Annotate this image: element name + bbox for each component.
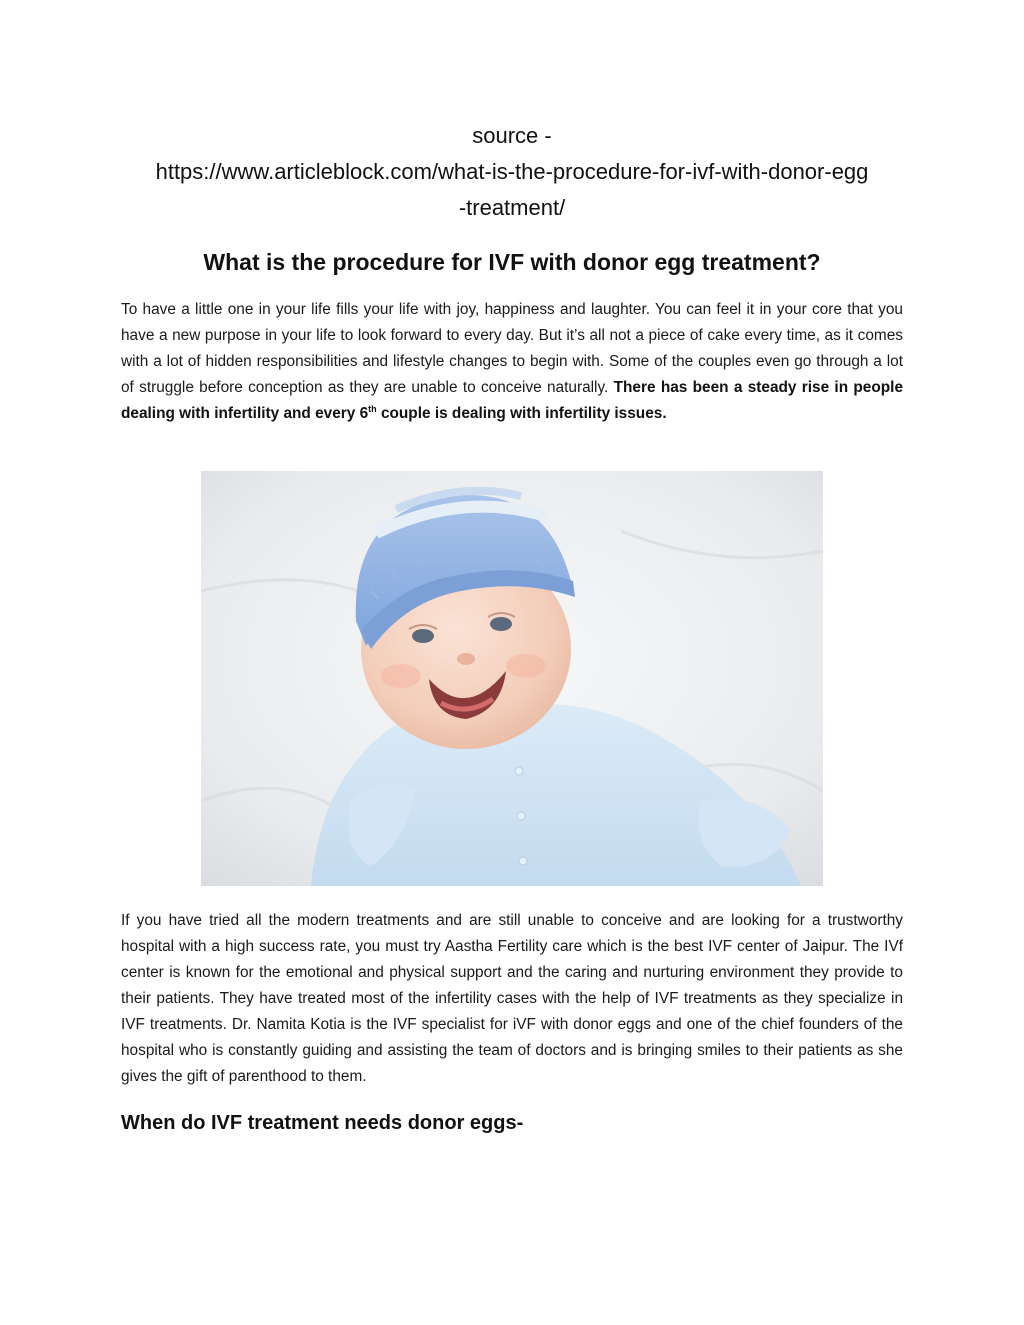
source-url-line-1[interactable] [110,154,914,190]
section-heading: When do IVF treatment needs donor eggs- [121,1112,524,1134]
source-link[interactable]: https://www.articleblock.com/what-is-the-procedure-for-ivf-with-donor-egg [155,159,869,184]
baby-photo [201,471,823,886]
source-link-continued[interactable]: -treatment/ [458,195,566,220]
source-block [110,118,914,226]
infertility-statement-part1: There has been a steady rise in people dealing with infertility and every 6 [121,379,904,422]
infertility-statement-part2: couple is dealing with infertility issues. [376,405,667,422]
ordinal-suffix: th [368,403,377,414]
source-label: source - [472,123,552,148]
intro-paragraph [121,297,903,427]
intro-text: To have a little one in your life fills your life with joy, happiness and laughter. You can feel it in your core that you have a new purpose in your life to look forward to every day. But it’s all not a piece of cake every time, as it comes with a lot of hidden responsibilities and lifestyle changes to begin with. Some of the couples even go through a lot of struggle before conception as they are unable to conceive naturally. [121,301,903,396]
article-title: What is the procedure for IVF with donor egg treatment? [203,249,821,275]
body-paragraph: If you have tried all the modern treatments and are still unable to conceive and are looking for a trustworthy hospital with a high success rate, you must try Aastha Fertility care which is the best IVF center of Jaipur. The IVf center is known for the emotional and physical support and the caring and nurturing environment they provide to their patients. They have treated most of the infertility cases with the help of IVF treatments as they specialize in IVF treatments. Dr. Namita Kotia is the IVF specialist for iVF with donor eggs and one of the chief founders of the hospital who is constantly guiding and assisting the team of doctors and is bringing smiles to their patients as she gives the gift of parenthood to them. [121,912,903,1085]
source-url-line-2[interactable] [110,190,914,226]
